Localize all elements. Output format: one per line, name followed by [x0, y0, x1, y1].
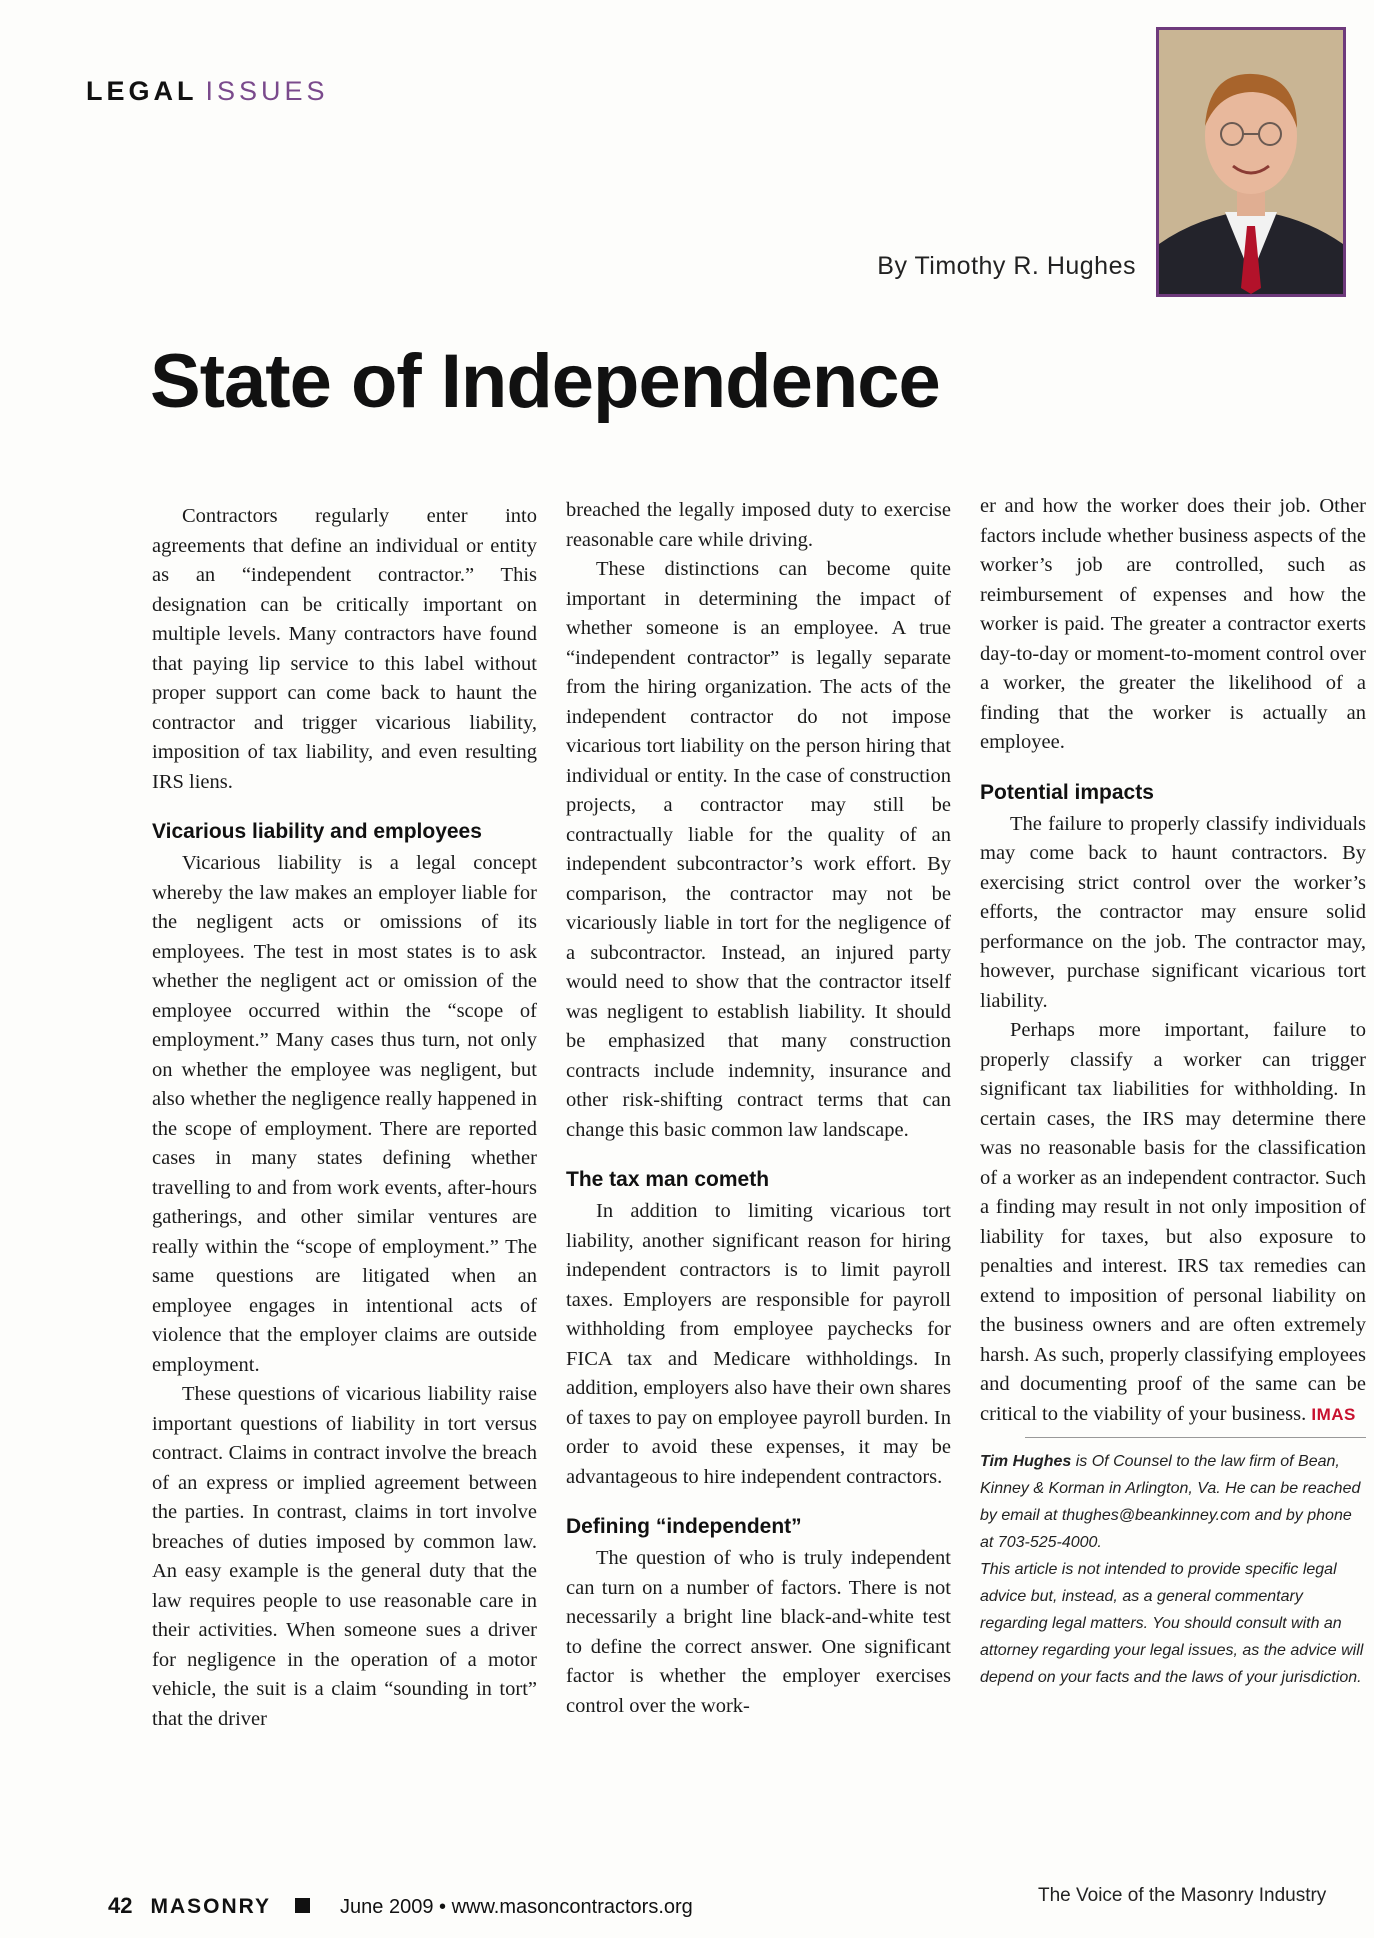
square-bullet-icon [295, 1898, 310, 1913]
paragraph: These questions of vicarious liability raise important questions of liability in tort versus contract. Claims in contract involve the breach of an express or implied agreement between the parties. In contrast, claims in tort involve breaches of duties imposed by common law. An easy example is the general duty that the law requires people to use reasonable care in their activities. When someone sues a driver for negligence in the operation of a motor vehicle, the suit is a claim “sounding in tort” that the driver [152, 1383, 537, 1730]
page-number: 42 [108, 1893, 133, 1918]
author-bio-text: is Of Counsel to the law firm of Bean, Kinney & Korman in Arlington, Va. He can be reached by email at thughes@beankinney.com and by phone at 703-525-4000. [980, 1453, 1361, 1551]
byline: By Timothy R. Hughes [877, 252, 1136, 280]
paragraph: The question of who is truly independent can turn on a number of factors. There is not necessarily a bright line black-and-white test to define the correct answer. One significant factor is whether the employer exercises control over the work- [566, 1547, 951, 1717]
section-label-legal: LEGAL [86, 76, 198, 106]
article-title: State of Independence [150, 339, 940, 424]
paragraph: Vicarious liability is a legal concept whereby the law makes an employer liable for the negligent acts or omissions of its employees. The test in most states is to ask whether the negligent act or omission of the employee occurred within the “scope of employment.” Many cases thus turn, not only on whether the employee was negligent, but also whether the negligence really happened in the scope of employment. There are reported cases in many states defining whether travelling to and from work events, after-hours gatherings, and other similar ventures are really within the “scope of employment.” The same questions are litigated when an employee engages in intentional acts of violence that the employer claims are outside employment. [152, 852, 537, 1376]
section-label-issues: ISSUES [205, 76, 329, 106]
column-2 [566, 496, 951, 1721]
author-bio [980, 1448, 1366, 1556]
column-3 [980, 492, 1366, 1691]
paragraph: These distinctions can become quite important in determining the impact of whether someone is an employee. A true “independent contractor” is legally separate from the hiring organization. The acts of the independent contractor do not impose vicarious tort liability on the person hiring that individual or entity. In the case of construction projects, a contractor may still be contractually liable for the quality of an independent subcontractor’s work effort. By comparison, the contractor may not be vicariously liable in tort for the negligence of a subcontractor. Instead, an injured party would need to show that the contractor itself was negligent to establish liability. It should be emphasized that many construction contracts include indemnity, insurance and other risk-shifting contract terms that can change this basic common law landscape. [566, 558, 951, 1141]
paragraph-text: Perhaps more important, failure to properly classify a worker can trigger significant tax liabilities for withholding. In certain cases, the IRS may determine there was no reasonable basis for the classification of a worker as an independent contractor. Such a finding may result in not only imposition of liability for taxes, but also exposure to penalties and interest. IRS tax remedies can extend to imposition of personal liability on the business owners and are often extremely harsh. As such, properly classifying employees and documenting proof of the same can be critical to the viability of your business. [980, 1019, 1366, 1425]
bio-divider [1025, 1437, 1366, 1438]
author-bio-name: Tim Hughes [980, 1453, 1072, 1470]
subheading-vicarious-liability: Vicarious liability and employees [152, 820, 482, 843]
paragraph: Contractors regularly enter into agreements that define an individual or entity as an “independent contractor.” This designation can be critically important on multiple levels. Many contractors have found that paying lip service to this label without proper support can come back to haunt the contractor and trigger vicarious liability, imposition of tax liability, and even resulting IRS liens. [152, 505, 537, 793]
paragraph: The failure to properly classify individuals may come back to haunt contractors. By exercising strict control over the worker’s efforts, the contractor may ensure solid performance on the job. The contractor may, however, purchase significant vicarious tort liability. [980, 812, 1366, 1012]
subheading-tax-man: The tax man cometh [566, 1168, 770, 1191]
subheading-potential-impacts: Potential impacts [980, 780, 1154, 804]
column-1 [152, 502, 537, 1734]
author-portrait-illustration [1159, 30, 1343, 294]
footer-tagline: The Voice of the Masonry Industry [1038, 1885, 1327, 1906]
imas-end-mark: IMAS [1311, 1404, 1356, 1424]
paragraph [980, 1016, 1366, 1429]
author-photo [1156, 27, 1346, 297]
subheading-defining-independent: Defining “independent” [566, 1515, 802, 1538]
issue-date-url: June 2009 • www.masoncontractors.org [340, 1896, 693, 1918]
page-footer [108, 1893, 693, 1919]
disclaimer: This article is not intended to provide specific legal advice but, instead, as a general commentary regarding legal matters. You should consult with an attorney regarding your legal issues, as the advice will depend on your facts and the laws of your jurisdiction. [980, 1561, 1364, 1686]
magazine-name: MASONRY [150, 1895, 272, 1918]
paragraph: breached the legally imposed duty to exercise reasonable care while driving. [566, 499, 951, 551]
paragraph: In addition to limiting vicarious tort liability, another significant reason for hiring independent contractors is to limit payroll taxes. Employers are responsible for payroll withholding from employee paychecks for FICA tax and Medicare withholdings. In addition, employers also have their own shares of taxes to pay on employee payroll burden. In order to avoid these expenses, it may be advantageous to hire independent contractors. [566, 1200, 951, 1488]
paragraph: er and how the worker does their job. Other factors include whether business aspects of the worker’s job are controlled, such as reimbursement of expenses and how the worker is paid. The greater a contractor exerts day-to-day or moment-to-moment control over a worker, the greater the likelihood of a finding that the worker is actually an employee. [980, 495, 1366, 753]
section-label [86, 76, 329, 107]
